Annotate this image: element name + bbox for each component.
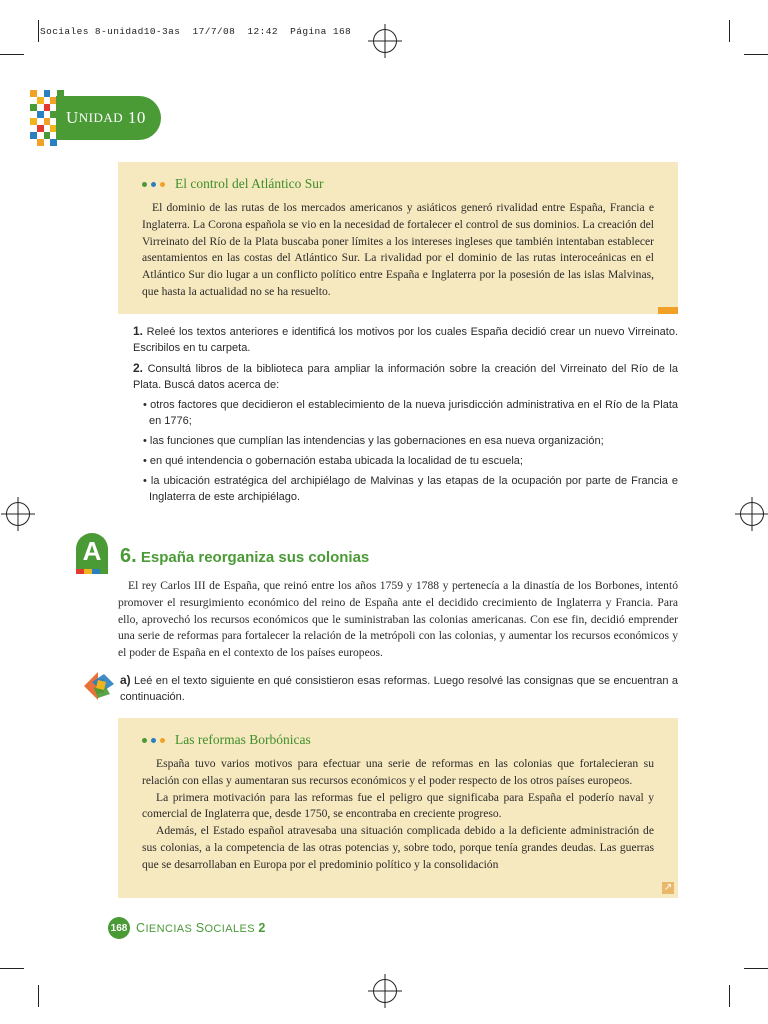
section-title-text: España reorganiza sus colonias [136,549,370,566]
box-corner-tab [658,307,678,314]
mosaic-tile [30,125,37,132]
activities [133,323,678,505]
list-item: • la ubicación estratégica del archipiélago de Malvinas y las etapas de la ocupación por parte de Francia e Inglaterra de este archipiélago. [143,475,678,503]
activity-2 [133,360,678,393]
unit-number: 10 [127,108,146,127]
book-title [136,921,266,935]
bullet-dots-icon [142,738,165,743]
mosaic-tile [44,104,51,111]
mosaic-tile [57,139,64,146]
section-title [120,545,369,568]
section-intro: El rey Carlos III de España, que reinó entre los años 1759 y 1788 y pertenecía a la dinastía de los Borbones, intentó promover el resurgimiento económico del reino de España ante el decidido crecimiento de Inglaterra y Francia. Para ello, aprovechó los recursos económicos que le suministraban las colonias americanas. Con ese fin, decidió emprender una serie de reformas para fortalecer la relación de la metrópoli con las colonias, y aumentar los recursos económicos y el poder de España en el contexto de los países europeos. [118,579,678,660]
book-title-rest-2: OCIALES [204,923,259,935]
arrow-up-right-icon: ↗ [663,882,673,893]
book-title-initial-2: S [195,921,205,935]
activity-1-text: Releé los textos anteriores e identificá los motivos por los cuales España decidió crear un nuevo Virreinato. Escribilos en tu carpeta. [133,326,678,354]
box-title: El control del Atlántico Sur [175,176,324,191]
activity-a-label: a) [120,673,131,687]
box-paragraph: España tuvo varios motivos para efectuar una serie de reformas en las colonias que fortalecieran su relación con ellas y aumentaran sus recursos económicos y el poder respecto de los otros países europeos. [142,757,654,787]
box-title: Las reformas Borbónicas [175,732,311,747]
box-text: El dominio de las rutas de los mercados americanos y asiáticos generó rivalidad entre España, Francia e Inglaterra. La Corona española se vio en la necesidad de fortalecer el control de sus dominios. La creación del Virreinato del Río de la Plata buscaba poner límites a los intereses ingleses que también intentaban establecer asentamientos en las costas del Atlántico Sur. La rivalidad por el dominio de las rutas interoceánicas en el Atlántico Sur dio lugar a un conflicto político entre España e Inglaterra por la posesión de las islas Malvinas, que hasta la actualidad no se ha resuelto. [142,201,654,298]
mosaic-tile [30,139,37,146]
book-title-rest-1: IENCIAS [145,923,196,935]
mosaic-tile [44,90,51,97]
list-item: • en qué intendencia o gobernación estaba ubicada la localidad de tu escuela; [143,455,523,467]
page-number: 168 [108,917,130,939]
activity-1-number: 1. [133,324,144,338]
box-heading [142,176,323,192]
mosaic-tile [30,118,37,125]
mosaic-tile [44,111,51,118]
mosaic-tile [30,104,37,111]
info-box-atlantico-sur [118,162,678,314]
print-slug: Sociales 8-unidad10-3as 17/7/08 12:42 Página 168 [40,26,352,37]
list-item: • otros factores que decidieron el establecimiento de la nueva jurisdicción administrativa en el Río de la Plata en 1776; [143,399,678,427]
mosaic-tile [50,139,57,146]
mosaic-tile [37,111,44,118]
mosaic-tile [44,132,51,139]
box-paragraph: La primera motivación para las reformas fue el peligro que significaba para España el poderío naval y comercial de Inglaterra que, desde 1750, se encontraba en creciente progreso. [142,790,654,821]
book-title-initial-1: C [136,921,146,935]
book-title-number: 2 [258,921,266,935]
mosaic-tile [30,111,37,118]
activity-a [120,672,678,705]
section-letter-tab: A [76,533,108,569]
bullet-dots-icon [142,182,165,187]
unit-initial: U [66,108,79,127]
mosaic-tile [37,90,44,97]
activity-a-text: Leé en el texto siguiente en qué consistieron esas reformas. Luego resolvé las consignas que se encuentran a continuación. [120,675,678,703]
mosaic-tile [44,139,51,146]
mosaic-tile [37,125,44,132]
activity-2-text: Consultá libros de la biblioteca para ampliar la información sobre la creación del Virreinato del Río de la Plata. Buscá datos acerca de: [133,363,678,391]
activity-1 [133,323,678,356]
mosaic-tile [44,118,51,125]
section-number: 6. [120,545,137,567]
list-item: • las funciones que cumplían las intendencias y las gobernaciones en esa nueva organización; [143,435,604,447]
activity-arrow-icon [82,670,116,702]
mosaic-tile [44,97,51,104]
info-box-reformas-borbonicas [118,718,678,898]
box-paragraph: Además, el Estado español atravesaba una situación complicada debido a la deficiente administración de sus colonias, a la competencia de las otras potencias y, sobre todo, porque tenía grandes deudas. Las guerras que se desarrollaban en Europa por el predominio político y la consolidación [142,824,654,871]
activity-2-number: 2. [133,361,144,375]
unit-label-rest: NIDAD [78,110,124,125]
box-heading [142,732,311,748]
mosaic-tile [30,90,37,97]
mosaic-tile [37,139,44,146]
mosaic-tile [37,104,44,111]
mosaic-tile [44,125,51,132]
mosaic-tile [37,97,44,104]
mosaic-tile [30,132,37,139]
unit-badge [56,96,161,140]
mosaic-tile [37,118,44,125]
mosaic-tile [37,132,44,139]
mosaic-tile [30,97,37,104]
